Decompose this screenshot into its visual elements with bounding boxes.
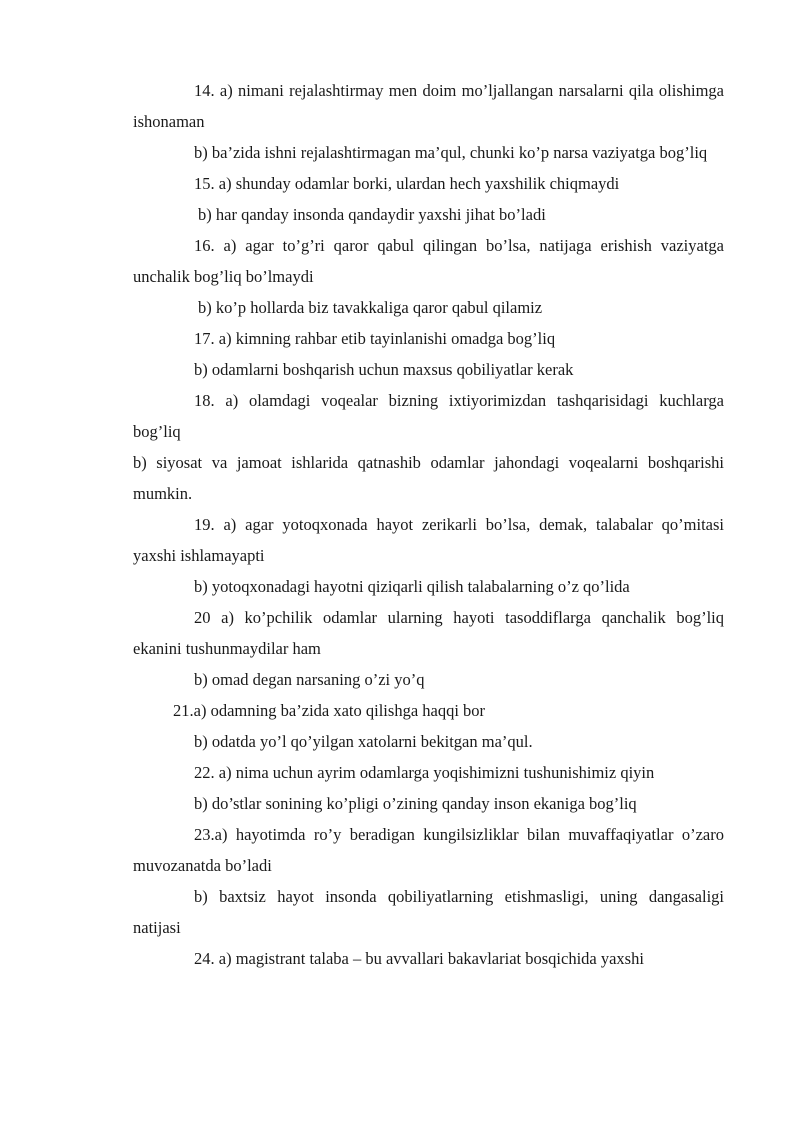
item-15-option-b: b) har qanday insonda qandaydir yaxshi jihat bo’ladi	[198, 205, 546, 224]
item-24-option-a: 24. a) magistrant talaba – bu avvallari bakavlariat bosqichida yaxshi	[194, 949, 644, 968]
item-16-option-b: b) ko’p hollarda biz tavakkaliga qaror qabul qilamiz	[198, 298, 543, 317]
item-15-option-a: 15. a) shunday odamlar borki, ulardan hech yaxshilik chiqmaydi	[194, 174, 620, 193]
document-body	[133, 75, 724, 974]
item-18-option-b: b) siyosat va jamoat ishlarida qatnashib odamlar jahondagi voqealarni boshqarishi mumkin.	[133, 453, 724, 503]
item-23-option-b: b) baxtsiz hayot insonda qobiliyatlarning etishmasligi, uning dangasaligi natijasi	[133, 887, 724, 937]
item-14-option-a: 14. a) nimani rejalashtirmay men doim mo’ljallangan narsalarni qila olishimga ishonaman	[133, 81, 724, 131]
item-16-option-a: 16. a) agar to’g’ri qaror qabul qilingan bo’lsa, natijaga erishish vaziyatga unchalik bog’liq bo’lmaydi	[133, 236, 724, 286]
item-21-option-a: 21.a) odamning ba’zida xato qilishga haqqi bor	[173, 701, 486, 720]
item-19-option-a: 19. a) agar yotoqxonada hayot zerikarli bo’lsa, demak, talabalar qo’mitasi yaxshi ishlamayapti	[133, 515, 724, 565]
item-17-option-a: 17. a) kimning rahbar etib tayinlanishi omadga bog’liq	[194, 329, 556, 348]
item-22-option-a: 22. a) nima uchun ayrim odamlarga yoqishimizni tushunishimiz qiyin	[194, 763, 655, 782]
item-19-option-b: b) yotoqxonadagi hayotni qiziqarli qilish talabalarning o’z qo’lida	[194, 577, 630, 596]
item-17-option-b: b) odamlarni boshqarish uchun maxsus qobiliyatlar kerak	[194, 360, 574, 379]
item-20-option-a: 20 a) ko’pchilik odamlar ularning hayoti tasoddiflarga qanchalik bog’liq ekanini tushunmaydilar ham	[133, 608, 724, 658]
item-21-option-b: b) odatda yo’l qo’yilgan xatolarni bekitgan ma’qul.	[194, 732, 533, 751]
item-14-option-b: b) ba’zida ishni rejalashtirmagan ma’qul, chunki ko’p narsa vaziyatga bog’liq	[194, 143, 708, 162]
item-20-option-b: b) omad degan narsaning o’zi yo’q	[194, 670, 425, 689]
item-22-option-b: b) do’stlar sonining ko’pligi o’zining qanday inson ekaniga bog’liq	[194, 794, 637, 813]
item-23-option-a: 23.a) hayotimda ro’y beradigan kungilsizliklar bilan muvaffaqiyatlar o’zaro muvozanatda bo’ladi	[133, 825, 724, 875]
item-18-option-a: 18. a) olamdagi voqealar bizning ixtiyorimizdan tashqarisidagi kuchlarga bog’liq	[133, 391, 724, 441]
